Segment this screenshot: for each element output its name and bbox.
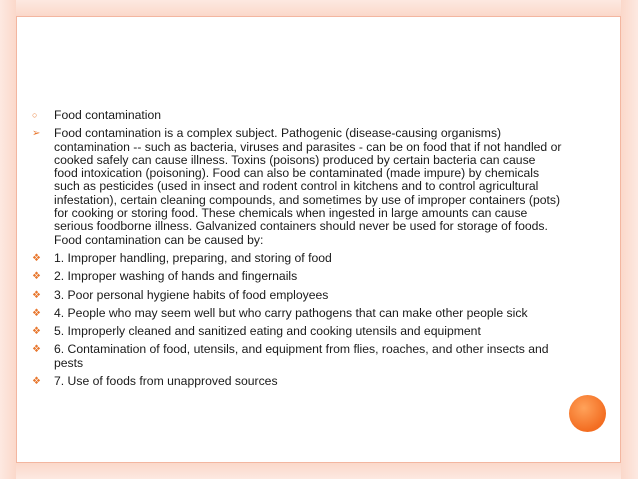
list-item xyxy=(32,289,562,302)
list-item-text: Food contamination is a complex subject. Pathogenic (disease-causing organisms) contamination -- such as bacteria, viruses and parasites - can be on food that if not handled or cooked safely can cause illness. Toxins (poisons) produced by certain bacteria can cause food intoxication (poisoning). Food can also be contaminated (made impure) by chemicals such as pesticides (used in insect and rodent control in kitchens and to control agricultural infestation), certain cleaning compounds, and sometimes by use of improper containers (pots) for cooking or storing food. These chemicals when ingested in large amounts can cause serious foodborne illness. Galvanized containers should never be used for storage of foods. Food contamination can be caused by: xyxy=(54,126,562,247)
list-item xyxy=(32,109,562,122)
diamond-bullet-icon: ❖ xyxy=(32,376,41,388)
list-item-text: 1. Improper handling, preparing, and storing of food xyxy=(54,250,332,265)
bullet-list xyxy=(32,109,562,393)
list-item xyxy=(32,127,562,247)
list-item-text: 6. Contamination of food, utensils, and equipment from flies, roaches, and other insects and pests xyxy=(54,342,549,370)
list-item xyxy=(32,343,562,370)
list-item-text: 7. Use of foods from unapproved sources xyxy=(54,374,278,389)
diamond-bullet-icon: ❖ xyxy=(32,271,41,283)
right-decorative-band xyxy=(621,0,638,479)
diamond-bullet-icon: ❖ xyxy=(32,344,41,356)
list-item-text: 5. Improperly cleaned and sanitized eating and cooking utensils and equipment xyxy=(54,324,481,339)
diamond-bullet-icon: ❖ xyxy=(32,307,41,319)
list-item-text: 2. Improper washing of hands and fingernails xyxy=(54,269,298,284)
diamond-bullet-icon: ❖ xyxy=(32,252,41,264)
list-item xyxy=(32,252,562,265)
bottom-decorative-band xyxy=(0,463,638,479)
list-item xyxy=(32,307,562,320)
list-item xyxy=(32,325,562,338)
ring-bullet-icon: ○ xyxy=(32,110,38,120)
diamond-bullet-icon: ❖ xyxy=(32,326,41,338)
list-item xyxy=(32,375,562,388)
list-item xyxy=(32,270,562,283)
list-item-text: 4. People who may seem well but who carry pathogens that can make other people sick xyxy=(54,305,528,320)
left-decorative-band xyxy=(0,0,16,479)
diamond-bullet-icon: ❖ xyxy=(32,289,41,301)
top-decorative-band xyxy=(0,0,638,16)
orange-circle-decoration xyxy=(569,395,606,432)
list-item-text: Food contamination xyxy=(54,108,162,122)
arrow-bullet-icon: ➢ xyxy=(32,128,41,140)
list-item-text: 3. Poor personal hygiene habits of food employees xyxy=(54,287,329,302)
